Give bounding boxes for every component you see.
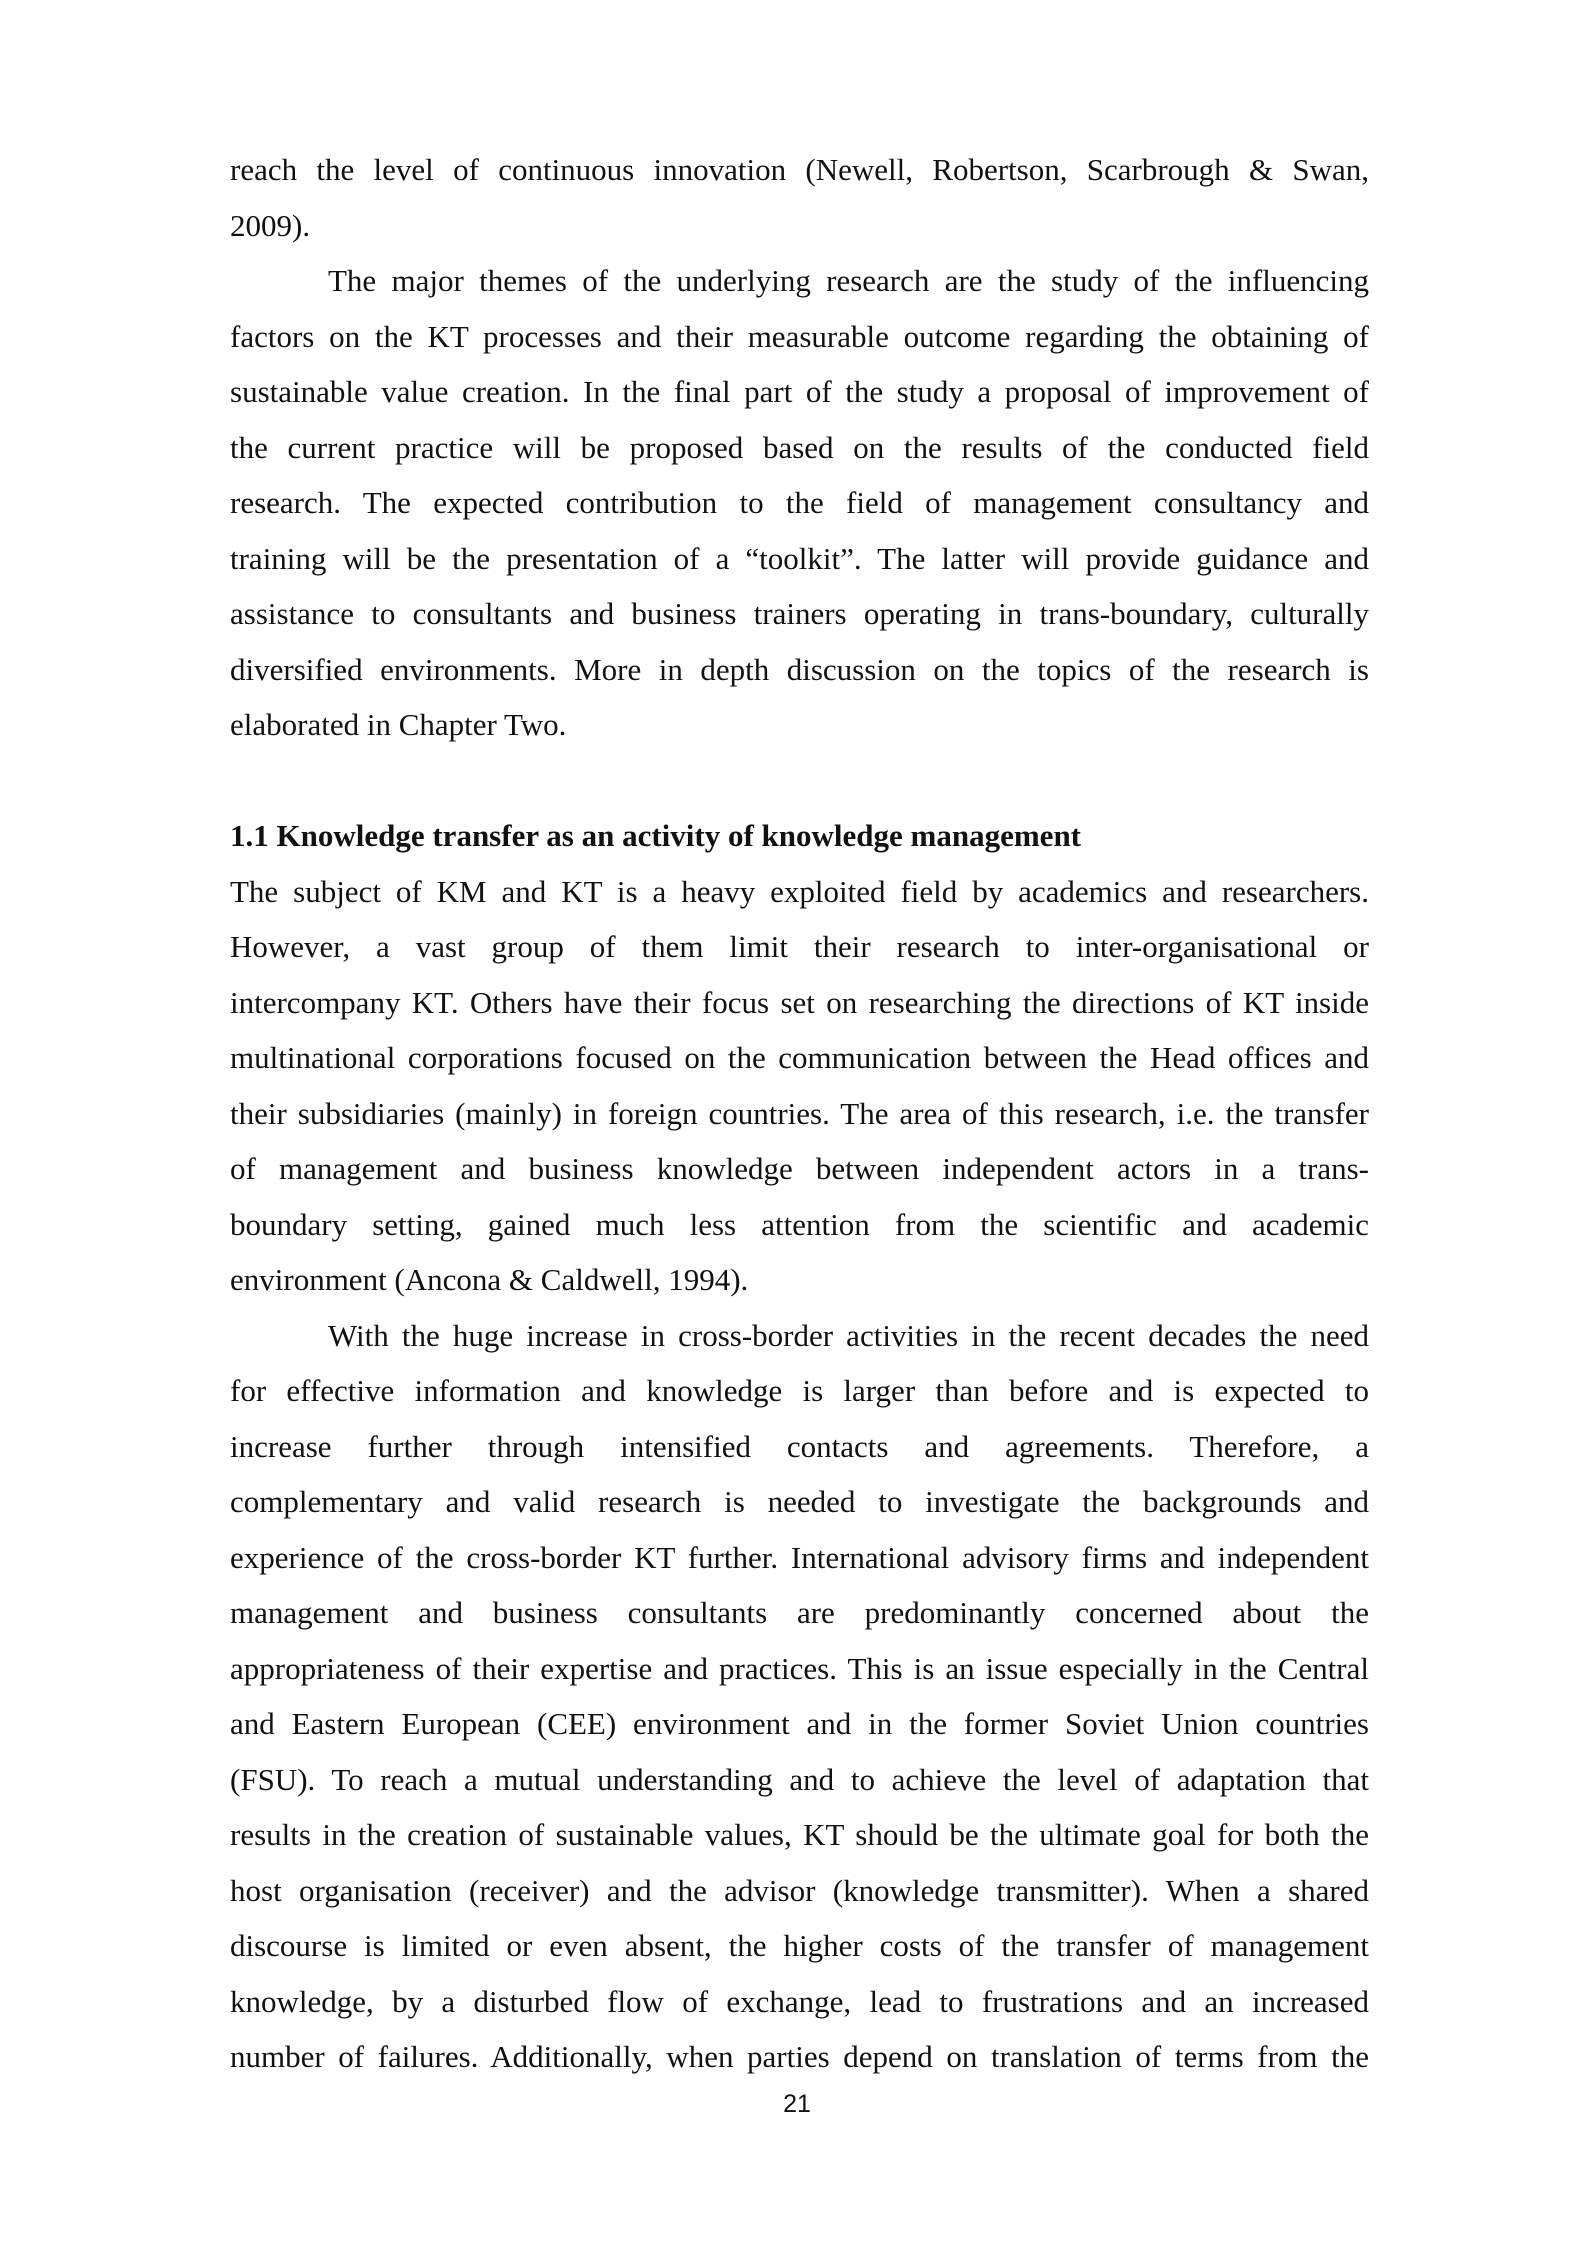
section-body bbox=[230, 864, 1369, 2085]
text-line: assistance to consultants and business trainers operating in trans-boundary, culturally bbox=[230, 596, 1369, 631]
text-line: intercompany KT. Others have their focus set on researching the directions of KT inside bbox=[230, 984, 1369, 1020]
text-line: sustainable value creation. In the final part of the study a proposal of improvement of bbox=[230, 374, 1369, 409]
text-line: elaborated in Chapter Two. bbox=[230, 707, 567, 742]
paragraph bbox=[230, 864, 1369, 1308]
text-line: With the huge increase in cross-border activities in the recent decades the need bbox=[328, 1317, 1369, 1353]
text-line: The subject of KM and KT is a heavy exploited field by academics and researchers. bbox=[230, 873, 1369, 909]
text-line: for effective information and knowledge is larger than before and is expected to bbox=[230, 1373, 1369, 1408]
text-line: appropriateness of their expertise and practices. This is an issue especially in the Central bbox=[230, 1650, 1369, 1686]
blank-line bbox=[230, 753, 1369, 809]
text-line: results in the creation of sustainable values, KT should be the ultimate goal for both the bbox=[230, 1817, 1369, 1852]
text-line: multinational corporations focused on the communication between the Head offices and bbox=[230, 1040, 1369, 1075]
text-line: reach the level of continuous innovation (Newell, Robertson, Scarbrough & Swan, bbox=[230, 152, 1369, 187]
text-line: discourse is limited or even absent, the higher costs of the transfer of management bbox=[230, 1928, 1369, 1963]
paragraph bbox=[230, 253, 1369, 753]
text-line: the current practice will be proposed based on the results of the conducted field bbox=[230, 429, 1369, 465]
text-line: and Eastern European (CEE) environment and in the former Soviet Union countries bbox=[230, 1706, 1369, 1741]
text-line: boundary setting, gained much less attention from the scientific and academic bbox=[230, 1206, 1369, 1242]
text-line: factors on the KT processes and their measurable outcome regarding the obtaining of bbox=[230, 318, 1369, 354]
document-page bbox=[230, 142, 1369, 2085]
text-line: their subsidiaries (mainly) in foreign countries. The area of this research, i.e. the transfer bbox=[230, 1095, 1369, 1131]
paragraph bbox=[230, 1308, 1369, 2085]
text-line: host organisation (receiver) and the advisor (knowledge transmitter). When a shared bbox=[230, 1872, 1369, 1908]
intro-section bbox=[230, 142, 1369, 753]
section-heading: 1.1 Knowledge transfer as an activity of knowledge management bbox=[230, 818, 1082, 853]
text-line: training will be the presentation of a “toolkit”. The latter will provide guidance and bbox=[230, 540, 1369, 576]
text-line: 2009). bbox=[230, 207, 311, 243]
text-line: number of failures. Additionally, when parties depend on translation of terms from the bbox=[230, 2039, 1369, 2074]
text-line: experience of the cross-border KT further. International advisory firms and independent bbox=[230, 1539, 1369, 1575]
text-line: of management and business knowledge between independent actors in a trans- bbox=[230, 1151, 1369, 1186]
text-line: complementary and valid research is needed to investigate the backgrounds and bbox=[230, 1484, 1369, 1519]
text-line: research. The expected contribution to the field of management consultancy and bbox=[230, 485, 1369, 520]
page-number: 21 bbox=[783, 2090, 811, 2118]
text-line: However, a vast group of them limit their research to inter-organisational or bbox=[230, 929, 1369, 964]
text-line: environment (Ancona & Caldwell, 1994). bbox=[230, 1262, 749, 1297]
text-line: (FSU). To reach a mutual understanding and to achieve the level of adaptation that bbox=[230, 1761, 1369, 1797]
text-line: diversified environments. More in depth discussion on the topics of the research is bbox=[230, 651, 1369, 687]
paragraph bbox=[230, 142, 1369, 253]
text-line: The major themes of the underlying research are the study of the influencing bbox=[328, 263, 1369, 298]
text-line: knowledge, by a disturbed flow of exchange, lead to frustrations and an increased bbox=[230, 1983, 1369, 2019]
text-line: management and business consultants are predominantly concerned about the bbox=[230, 1595, 1369, 1630]
text-line: increase further through intensified contacts and agreements. Therefore, a bbox=[230, 1428, 1369, 1464]
